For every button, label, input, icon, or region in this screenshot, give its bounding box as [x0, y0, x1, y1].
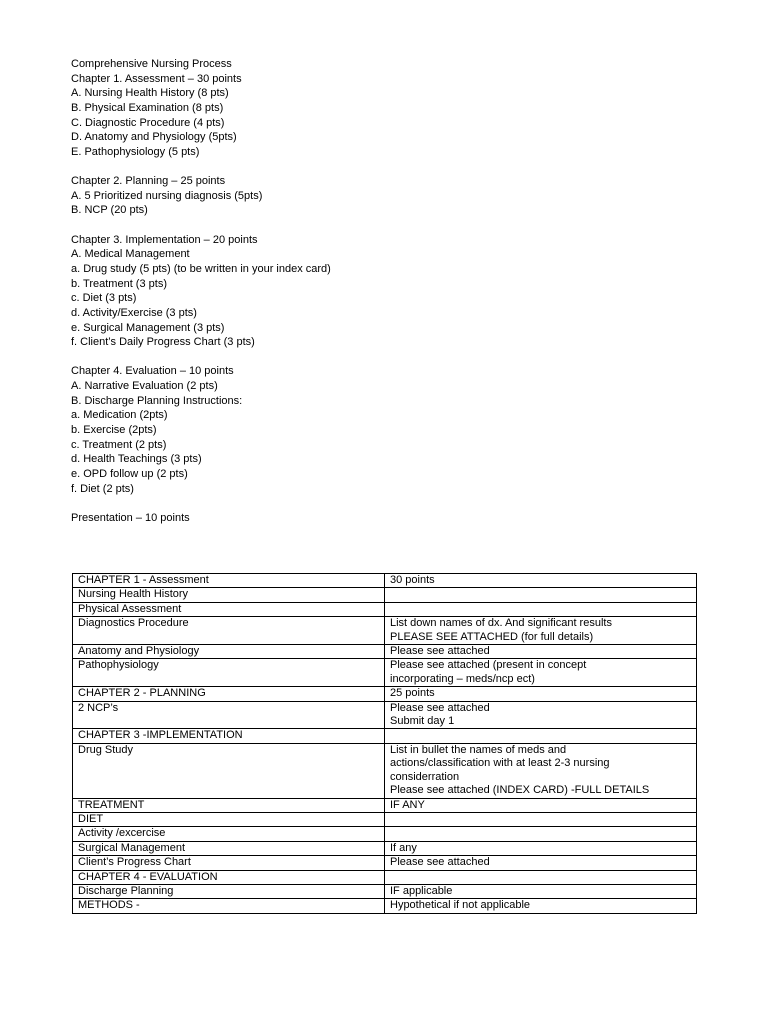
requirement-cell [73, 856, 385, 870]
outline-line: Chapter 2. Planning – 25 points [71, 175, 226, 188]
requirements-table [72, 573, 697, 914]
note-cell [385, 701, 697, 729]
grading-outline [71, 57, 691, 526]
table-row [73, 687, 697, 701]
outline-line: a. Drug study (5 pts) (to be written in your index card) [71, 262, 331, 275]
outline-line: Comprehensive Nursing Process [71, 58, 232, 70]
requirement-cell [73, 659, 385, 687]
table-row [73, 743, 697, 798]
cell-text: IF ANY [390, 798, 425, 811]
table-row [73, 588, 697, 602]
note-cell [385, 645, 697, 659]
outline-line: Presentation – 10 points [71, 511, 190, 524]
outline-line: A. Narrative Evaluation (2 pts) [71, 380, 218, 393]
requirement-cell [73, 588, 385, 602]
cell-text: Please see attached (INDEX CARD) -FULL DETAILS [390, 784, 650, 797]
requirement-cell [73, 602, 385, 616]
empty-cell-line [390, 871, 691, 884]
cell-text: incorporating – meds/ncp ect) [390, 672, 535, 685]
table-row [73, 856, 697, 870]
table-row [73, 884, 697, 898]
cell-text: DIET [78, 812, 104, 825]
outline-line: A. Nursing Health History (8 pts) [71, 87, 229, 100]
cell-text: actions/classification with at least 2-3 nursing [390, 757, 610, 770]
note-cell [385, 856, 697, 870]
table-row [73, 659, 697, 687]
blank-line [71, 159, 691, 174]
outline-line: d. Activity/Exercise (3 pts) [71, 306, 197, 319]
outline-line: a. Medication (2pts) [71, 409, 168, 422]
outline-line: e. OPD follow up (2 pts) [71, 467, 188, 480]
requirement-cell [73, 899, 385, 913]
table-row [73, 899, 697, 913]
requirement-cell [73, 841, 385, 855]
requirement-cell [73, 687, 385, 701]
note-cell [385, 617, 697, 645]
note-cell [385, 743, 697, 798]
requirement-cell [73, 729, 385, 743]
cell-text: Pathophysiology [78, 659, 159, 672]
cell-text: Activity /excercise [78, 827, 166, 840]
cell-text: Diagnostics Procedure [78, 617, 189, 630]
cell-text: 25 points [390, 687, 435, 700]
outline-line: Chapter 1. Assessment – 30 points [71, 72, 242, 85]
outline-line: b. Exercise (2pts) [71, 424, 157, 437]
cell-text: 30 points [390, 574, 435, 586]
table-row [73, 602, 697, 616]
note-cell [385, 798, 697, 812]
table-row [73, 870, 697, 884]
empty-cell-line [390, 813, 691, 826]
table-row [73, 841, 697, 855]
table-row [73, 617, 697, 645]
outline-line: A. 5 Prioritized nursing diagnosis (5pts) [71, 189, 263, 202]
note-cell [385, 827, 697, 841]
cell-text: Physical Assessment [78, 602, 182, 615]
outline-line: d. Health Teachings (3 pts) [71, 453, 202, 466]
table-row [73, 729, 697, 743]
table-row [73, 827, 697, 841]
requirement-cell [73, 574, 385, 588]
note-cell [385, 687, 697, 701]
note-cell [385, 574, 697, 588]
outline-line: B. Discharge Planning Instructions: [71, 394, 243, 407]
requirement-cell [73, 701, 385, 729]
outline-line: A. Medical Management [71, 248, 190, 261]
cell-text: List in bullet the names of meds and [390, 743, 567, 756]
outline-line: f. Diet (2 pts) [71, 482, 134, 495]
empty-cell-line [390, 588, 691, 601]
outline-line: B. NCP (20 pts) [71, 204, 148, 217]
blank-line [71, 496, 691, 511]
outline-line: c. Treatment (2 pts) [71, 438, 167, 451]
requirement-cell [73, 645, 385, 659]
cell-text: Surgical Management [78, 841, 186, 854]
cell-text: Please see attached [390, 856, 490, 869]
requirement-cell [73, 827, 385, 841]
cell-text: METHODS - [78, 899, 140, 912]
outline-line: e. Surgical Management (3 pts) [71, 321, 225, 334]
cell-text: Drug Study [78, 743, 134, 756]
outline-line: Chapter 4. Evaluation – 10 points [71, 365, 234, 378]
outline-line: E. Pathophysiology (5 pts) [71, 145, 200, 158]
note-cell [385, 870, 697, 884]
cell-text: Nursing Health History [78, 588, 189, 601]
note-cell [385, 884, 697, 898]
requirement-cell [73, 870, 385, 884]
outline-line: f. Client’s Daily Progress Chart (3 pts) [71, 336, 255, 349]
note-cell [385, 588, 697, 602]
note-cell [385, 602, 697, 616]
note-cell [385, 659, 697, 687]
cell-text: CHAPTER 1 - Assessment [78, 574, 209, 586]
cell-text: Please see attached (present in concept [390, 659, 587, 672]
cell-text: PLEASE SEE ATTACHED (for full details) [390, 630, 594, 643]
note-cell [385, 899, 697, 913]
cell-text: TREATMENT [78, 798, 145, 811]
note-cell [385, 841, 697, 855]
cell-text: Client’s Progress Chart [78, 856, 191, 869]
cell-text: considerration [390, 770, 460, 783]
cell-text: 2 NCP’s [78, 701, 119, 714]
table-row [73, 574, 697, 588]
cell-text: IF applicable [390, 884, 453, 897]
blank-line [71, 350, 691, 365]
note-cell [385, 812, 697, 826]
blank-line [71, 218, 691, 233]
cell-text: CHAPTER 4 - EVALUATION [78, 870, 218, 883]
table-row [73, 645, 697, 659]
outline-line: C. Diagnostic Procedure (4 pts) [71, 116, 225, 129]
outline-line: c. Diet (3 pts) [71, 292, 137, 305]
outline-line: b. Treatment (3 pts) [71, 277, 167, 290]
cell-text: List down names of dx. And significant results [390, 617, 612, 630]
cell-text: Hypothetical if not applicable [390, 899, 531, 912]
requirement-cell [73, 798, 385, 812]
outline-line: D. Anatomy and Physiology (5pts) [71, 131, 237, 144]
cell-text: Please see attached [390, 701, 490, 714]
table-row [73, 812, 697, 826]
requirement-cell [73, 617, 385, 645]
requirement-cell [73, 812, 385, 826]
cell-text: CHAPTER 3 -IMPLEMENTATION [78, 729, 243, 742]
requirement-cell [73, 884, 385, 898]
cell-text: CHAPTER 2 - PLANNING [78, 687, 206, 700]
outline-line: B. Physical Examination (8 pts) [71, 101, 224, 114]
cell-text: Anatomy and Physiology [78, 645, 200, 658]
requirement-cell [73, 743, 385, 798]
empty-cell-line [390, 603, 691, 616]
empty-cell-line [390, 827, 691, 840]
table-row [73, 798, 697, 812]
cell-text: Discharge Planning [78, 884, 174, 897]
cell-text: If any [390, 841, 417, 854]
cell-text: Submit day 1 [390, 715, 455, 728]
table-row [73, 701, 697, 729]
empty-cell-line [390, 729, 691, 742]
outline-line: Chapter 3. Implementation – 20 points [71, 233, 258, 246]
cell-text: Please see attached [390, 645, 490, 658]
note-cell [385, 729, 697, 743]
